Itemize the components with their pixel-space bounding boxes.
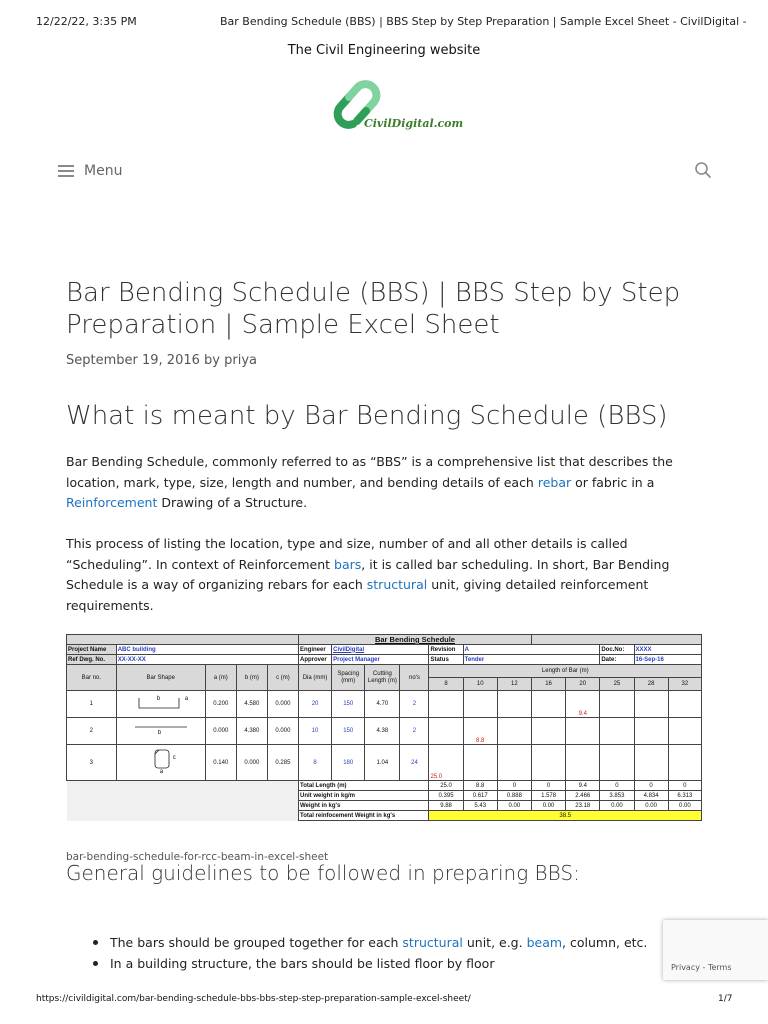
unit-weight-cell: 0.395 [429, 791, 463, 801]
shape-a-label: a [184, 696, 189, 702]
col-nos: no's [400, 665, 429, 691]
status-label: Status [429, 655, 463, 665]
text-span: , it is called bar scheduling. In short, Bar Bending Schedule is a way of organizing rebars for each [66, 556, 670, 592]
post-meta [66, 353, 257, 368]
sheet-title: Bar Bending Schedule [298, 635, 531, 645]
bar-shape-l-icon [131, 694, 191, 712]
cell-length [463, 745, 497, 781]
cell-length [497, 691, 531, 718]
cell-nos: 2 [400, 718, 429, 745]
refdwg: XX-XX-XX [116, 655, 298, 665]
bar-no: 1 [67, 691, 117, 718]
bar-shape-1 [116, 691, 205, 718]
paragraph-scheduling [66, 534, 696, 616]
menu-toggle[interactable] [58, 160, 122, 182]
total-cell: 9.4 [566, 781, 600, 791]
cell-a: 0.140 [205, 745, 236, 781]
cell-length: 8.8 [463, 718, 497, 745]
col-c: c (m) [267, 665, 298, 691]
total-cell: 0 [634, 781, 668, 791]
search-icon[interactable] [694, 161, 712, 179]
dia-8: 8 [429, 678, 463, 691]
dia-12: 12 [497, 678, 531, 691]
cell-dia: 8 [298, 745, 331, 781]
project-name: ABC building [116, 645, 298, 655]
total-length-label: Total Length (m) [298, 781, 428, 791]
col-a: a (m) [205, 665, 236, 691]
chain-link-logo-icon [327, 76, 449, 142]
cell-length [634, 718, 668, 745]
bar-shape-2 [116, 718, 205, 745]
text-span: Bar Bending Schedule, commonly referred to as “BBS” is a comprehensive list that describes the location, mark, type, size, length and number, and bending details of each [66, 454, 673, 490]
weight-cell: 5.43 [463, 801, 497, 811]
approver-label: Approver [298, 655, 331, 665]
cell-a: 0.000 [205, 718, 236, 745]
unit-weight-cell: 4.834 [634, 791, 668, 801]
cell-c: 0.000 [267, 691, 298, 718]
total-weight-value: 38.5 [429, 811, 702, 821]
col-spacing: Spacing (mm) [332, 665, 365, 691]
text-span: or fabric in a [571, 474, 655, 490]
section-heading-bbs: What is meant by Bar Bending Schedule (BBS) [66, 401, 668, 431]
cell-length [634, 691, 668, 718]
weight-cell: 0.00 [600, 801, 634, 811]
unit-weight-cell: 1.578 [531, 791, 565, 801]
section-heading-guidelines: General guidelines to be followed in preparing BBS: [66, 861, 580, 885]
cell-length [668, 745, 701, 781]
unit-weight-cell: 3.853 [600, 791, 634, 801]
cell-length [429, 691, 463, 718]
cell-length [600, 718, 634, 745]
cell-c: 0.285 [267, 745, 298, 781]
cell-length [463, 691, 497, 718]
cell-length [531, 745, 565, 781]
cell-length: 25.0 [429, 745, 463, 781]
engineer: CivilDigital [332, 645, 429, 655]
cell-length [566, 718, 600, 745]
col-barno: Bar no. [67, 665, 117, 691]
recaptcha-badge[interactable] [663, 920, 768, 980]
shape-b-label: b [156, 696, 161, 702]
col-cutting: Cutting Length (m) [365, 665, 400, 691]
shape-c-label: c [172, 754, 176, 761]
total-cell: 0 [531, 781, 565, 791]
refdwg-label: Ref Dwg. No. [67, 655, 117, 665]
cell-dia: 20 [298, 691, 331, 718]
table-row [67, 691, 702, 718]
table-row [67, 745, 702, 781]
cell-b: 4.580 [236, 691, 267, 718]
bbs-sheet-image [66, 634, 702, 842]
status: Tender [463, 655, 600, 665]
cell-b: 4.380 [236, 718, 267, 745]
cell-length [429, 718, 463, 745]
post-title: Bar Bending Schedule (BBS) | BBS Step by Step Preparation | Sample Excel Sheet [66, 278, 681, 340]
dia-32: 32 [668, 678, 701, 691]
text-span: Drawing of a Structure. [157, 495, 308, 510]
link-reinforcement[interactable]: Reinforcement [66, 495, 158, 510]
sheet-info-row-2 [67, 655, 702, 665]
bbs-table [66, 634, 702, 821]
revision-label: Revision [429, 645, 463, 655]
cell-length [497, 718, 531, 745]
bar-no: 3 [67, 745, 117, 781]
cell-length: 9.4 [566, 691, 600, 718]
bar-shape-3 [116, 745, 205, 781]
post-date: September 19, 2016 [66, 353, 200, 368]
bar-no: 2 [67, 718, 117, 745]
list-item [90, 953, 690, 974]
text-span: In a building structure, the bars should be listed floor by floor [110, 956, 495, 971]
text-span: unit, giving detailed reinforcement requirements. [66, 577, 649, 613]
total-weight-label: Total reinfocement Weight in kg's [298, 811, 428, 821]
docno-label: Doc.No: [600, 645, 634, 655]
dia-25: 25 [600, 678, 634, 691]
total-length-row [67, 781, 702, 791]
site-tagline: The Civil Engineering website [287, 43, 481, 58]
weight-cell: 23.18 [566, 801, 600, 811]
link-rebar[interactable]: rebar [537, 474, 572, 490]
total-cell: 0 [497, 781, 531, 791]
total-cell: 0 [600, 781, 634, 791]
logo-text: CivilDigital.com [364, 117, 464, 130]
dia-28: 28 [634, 678, 668, 691]
hamburger-icon [58, 165, 74, 177]
cell-length [668, 718, 701, 745]
col-length-of-bar: Length of Bar (m) [429, 665, 702, 678]
site-logo[interactable] [327, 76, 464, 142]
col-b: b (m) [236, 665, 267, 691]
cell-length [497, 745, 531, 781]
sheet-header-row-1 [67, 665, 702, 678]
text-span: This process of listing the location, type and size, number of and all other details is called “Scheduling”. In context of Reinforcement [66, 536, 628, 572]
recaptcha-links[interactable]: Privacy - Terms [671, 963, 732, 972]
link-bars[interactable]: bars [334, 556, 362, 572]
menu-label: Menu [84, 163, 123, 179]
col-dia: Dia (mm) [298, 665, 331, 691]
cell-nos: 24 [400, 745, 429, 781]
print-datetime: 12/22/22, 3:35 PM [36, 15, 137, 28]
weight-cell: 0.00 [668, 801, 701, 811]
sheet-title-row [67, 635, 702, 645]
cell-length [566, 745, 600, 781]
total-cell: 25.0 [429, 781, 463, 791]
unit-weight-cell: 6.313 [668, 791, 701, 801]
unit-weight-cell: 0.888 [497, 791, 531, 801]
cell-cut: 4.38 [365, 718, 400, 745]
table-row [67, 718, 702, 745]
engineer-label: Engineer [298, 645, 331, 655]
shape-b-label: b [157, 730, 162, 736]
cell-b: 0.000 [236, 745, 267, 781]
text-span: unit, e.g. [462, 935, 527, 950]
dia-20: 20 [566, 678, 600, 691]
unit-weight-label: Unit weight in kg/m [298, 791, 428, 801]
cell-length [531, 718, 565, 745]
print-page-title: Bar Bending Schedule (BBS) | BBS Step by Step Preparation | Sample Excel Sheet - CivilDigital - [220, 15, 747, 28]
list-item [90, 932, 690, 953]
date: 16-Sep-16 [634, 655, 702, 665]
weight-cell: 0.00 [497, 801, 531, 811]
cell-cut: 1.04 [365, 745, 400, 781]
paragraph-definition [66, 452, 696, 514]
link-structural-2[interactable]: structural [402, 935, 463, 950]
cell-c: 0.000 [267, 718, 298, 745]
weight-cell: 9.88 [429, 801, 463, 811]
link-structural[interactable]: structural [366, 577, 428, 592]
dia-16: 16 [531, 678, 565, 691]
col-shape: Bar Shape [116, 665, 205, 691]
cell-dia: 10 [298, 718, 331, 745]
unit-weight-cell: 0.617 [463, 791, 497, 801]
cell-length [531, 691, 565, 718]
total-cell: 8.8 [463, 781, 497, 791]
cell-a: 0.200 [205, 691, 236, 718]
weight-cell: 0.00 [634, 801, 668, 811]
text-span: The bars should be grouped together for each [110, 935, 403, 950]
weight-cell: 0.00 [531, 801, 565, 811]
sheet-info-row-1 [67, 645, 702, 655]
post-by: by [204, 353, 220, 368]
docno: XXXX [634, 645, 702, 655]
cell-length [600, 691, 634, 718]
cell-length [668, 691, 701, 718]
cell-length [600, 745, 634, 781]
total-cell: 0 [668, 781, 701, 791]
dia-10: 10 [463, 678, 497, 691]
cell-spacing: 150 [332, 691, 365, 718]
text-span: , column, etc. [562, 935, 648, 950]
print-url: https://civildigital.com/bar-bending-schedule-bbs-bbs-step-step-preparation-sample-excel-sheet/ [36, 994, 471, 1004]
approver: Project Manager [332, 655, 429, 665]
unit-weight-cell: 2.466 [566, 791, 600, 801]
project-name-label: Project Name [67, 645, 117, 655]
cell-spacing: 150 [332, 718, 365, 745]
cell-length [634, 745, 668, 781]
post-author-link[interactable]: priya [224, 353, 257, 368]
image-caption: bar-bending-schedule-for-rcc-beam-in-excel-sheet [66, 851, 329, 863]
cell-spacing: 180 [332, 745, 365, 781]
shape-a-label: a [159, 768, 164, 775]
link-beam[interactable]: beam [526, 935, 563, 950]
guidelines-list [90, 932, 690, 974]
revision: A [463, 645, 600, 655]
print-page-number: 1/7 [718, 994, 733, 1004]
weight-label: Weight in kg's [298, 801, 428, 811]
cell-cut: 4.70 [365, 691, 400, 718]
date-label: Date: [600, 655, 634, 665]
cell-nos: 2 [400, 691, 429, 718]
